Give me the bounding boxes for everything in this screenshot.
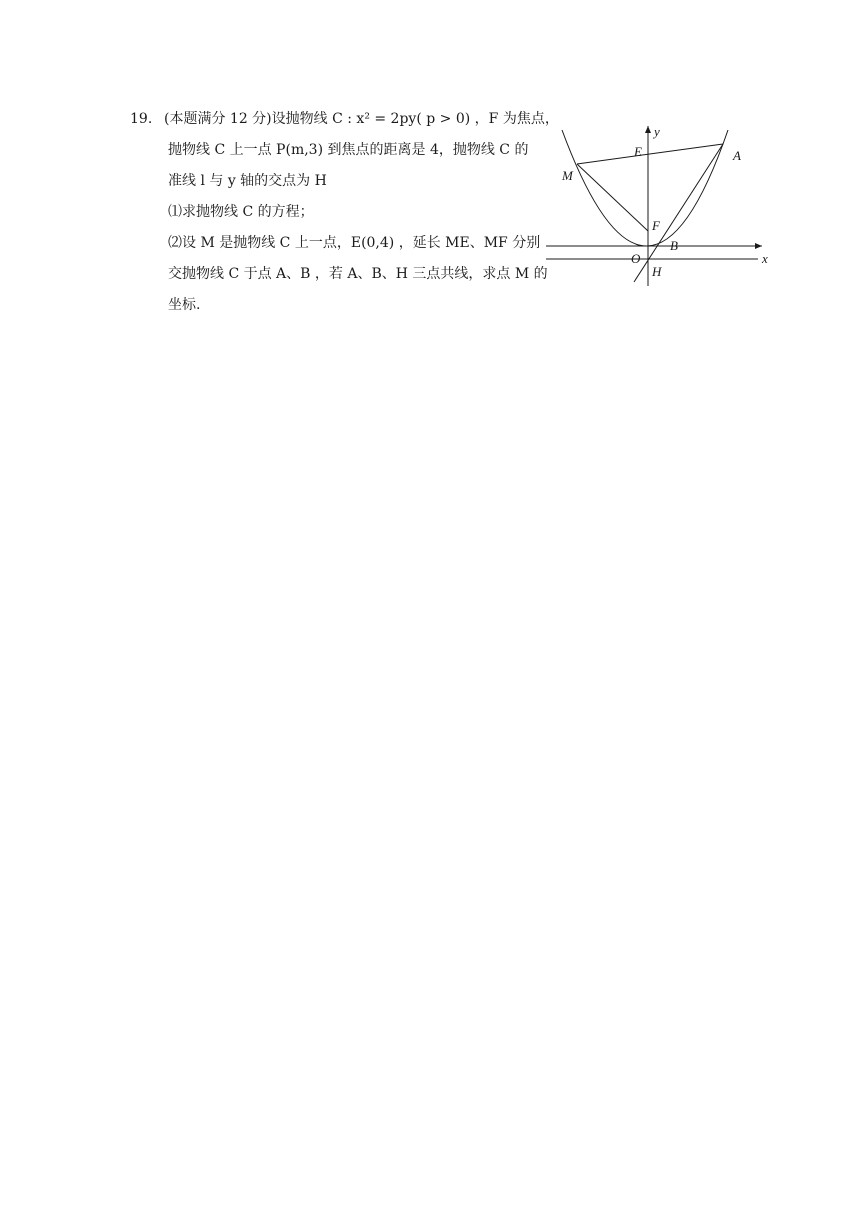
label-A: A [733,148,741,163]
question-1: ⑴求抛物线 C 的方程； [168,204,314,220]
problem-line-1 [130,104,559,135]
problem-19 [130,104,559,321]
problem-number: 19. [130,111,153,127]
question-2-line-3: 坐标. [168,297,201,313]
label-H: H [652,264,662,279]
parabola-diagram [540,116,780,292]
label-F: F [652,218,660,233]
question-2-line-1: ⑵设 M 是抛物线 C 上一点，E(0,4) ，延长 ME、MF 分别 [168,235,541,251]
problem-text-line: (本题满分 12 分)设抛物线 C : x² = 2py( p > 0) ，F 为焦点， [164,111,559,127]
label-y: y [654,124,660,139]
label-x: x [762,251,768,266]
line-ABH [634,144,723,282]
problem-line-3: 准线 l 与 y 轴的交点为 H [168,173,327,189]
line-MF [577,164,648,231]
parabola-figure [540,116,780,292]
label-B: B [670,238,678,253]
problem-line-2: 抛物线 C 上一点 P(m,3) 到焦点的距离是 4，抛物线 C 的 [168,142,529,158]
label-E: E [634,144,642,159]
label-M: M [562,168,573,183]
question-2-line-2: 交抛物线 C 于点 A、B ，若 A、B、H 三点共线，求点 M 的 [168,266,548,282]
label-O: O [631,251,641,266]
line-MEA [577,144,723,164]
